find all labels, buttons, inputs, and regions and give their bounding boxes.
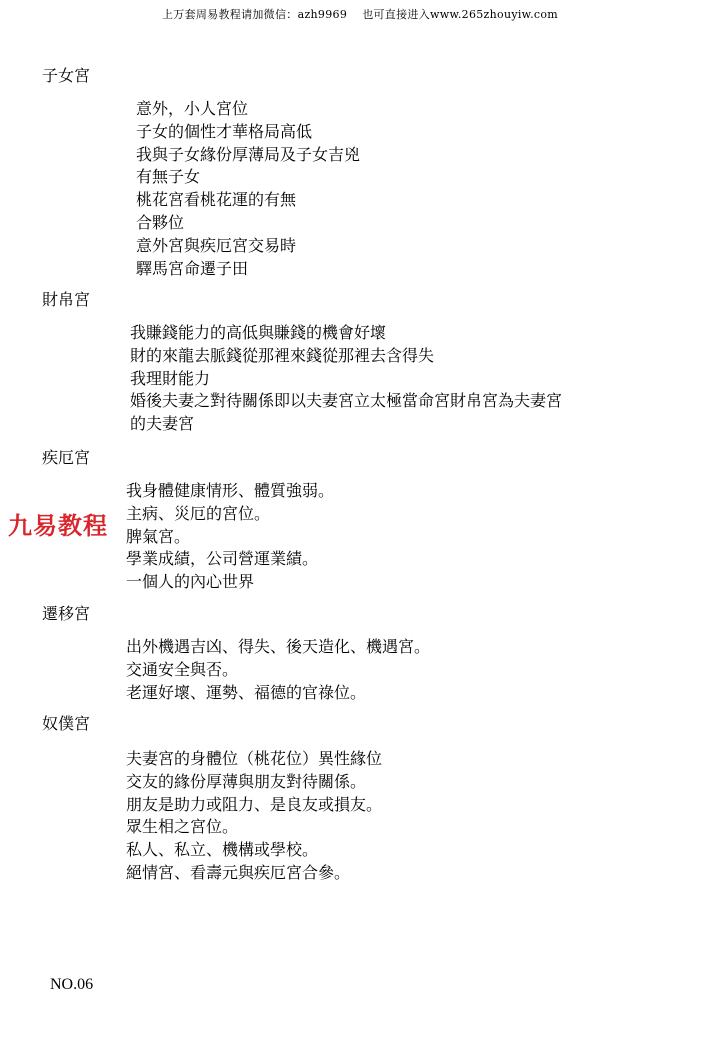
list-item: 的夫妻宮 [130,414,195,434]
list-item: 子女的個性才華格局高低 [136,121,313,141]
list-item: 驛馬宮命遷子田 [136,258,249,278]
list-item: 合夥位 [136,212,185,232]
list-item: 朋友是助力或阻力、是良友或損友。 [126,794,383,814]
section-title-health: 疾厄宮 [42,448,91,467]
section-list-friends [126,748,382,885]
list-item: 夫妻宮的身體位（桃花位）異性緣位 [126,749,383,768]
section-title-travel: 遷移宮 [42,604,91,623]
list-item: 意外宮與疾厄宮交易時 [136,235,297,255]
list-item: 交友的緣份厚薄與朋友對待關係。 [126,771,367,791]
list-item: 脾氣宮。 [126,526,191,546]
list-item: 眾生相之宮位。 [126,817,239,837]
list-item: 交通安全與否。 [126,659,239,679]
list-item: 學業成績，公司營運業績。 [126,549,319,569]
section-list-health [126,480,334,594]
list-item: 一個人的內心世界 [126,572,255,592]
list-item: 主病、災厄的宮位。 [126,503,271,523]
section-list-wealth [130,322,562,436]
section-title-children: 子女宮 [42,66,91,85]
list-item: 婚後夫妻之對待關係即以夫妻宮立太極當命宮財帛宮為夫妻宮 [130,391,563,411]
list-item: 意外，小人宮位 [136,99,249,118]
section-title-wealth: 財帛宮 [42,290,91,309]
page-header: 上万套周易教程请加微信：azh9969 也可直接进入www.265zhouyiw.com [161,8,558,21]
list-item: 絕情宮、看壽元與疾厄宮合參。 [126,862,351,882]
section-list-children [136,98,360,280]
watermark-logo: 九易教程 [8,512,108,540]
list-item: 出外機遇吉凶、得失、後天造化、機遇宮。 [126,637,431,656]
list-item: 私人、私立、機構或學校。 [126,840,319,860]
list-item: 我與子女緣份厚薄局及子女吉兇 [136,144,361,164]
page-number: NO.06 [50,976,94,993]
list-item: 我理財能力 [130,368,211,388]
list-item: 老運好壞、運勢、福德的官祿位。 [126,682,367,702]
list-item: 有無子女 [136,167,201,187]
section-list-travel [126,636,430,704]
list-item: 我身體健康情形、體質強弱。 [126,481,335,500]
list-item: 財的來龍去脈錢從那裡來錢從那裡去含得失 [130,345,435,365]
list-item: 桃花宮看桃花運的有無 [136,190,297,210]
list-item: 我賺錢能力的高低與賺錢的機會好壞 [130,323,387,342]
section-title-friends: 奴僕宮 [42,714,91,733]
